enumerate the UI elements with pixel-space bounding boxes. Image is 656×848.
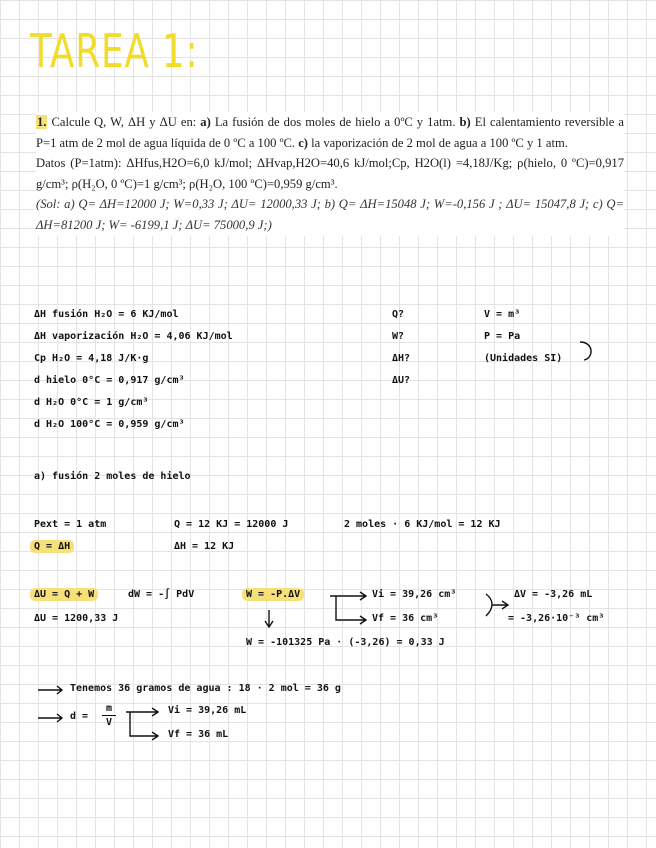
note-dv: ΔV = -3,26 mL — [514, 589, 593, 600]
note-vi-ml: Vi = 39,26 mL — [168, 705, 247, 716]
note-h-value: ΔH = 12 KJ — [174, 541, 235, 552]
curved-arrow-icon — [576, 338, 598, 364]
page-title: TAREA 1: — [30, 24, 199, 78]
fraction-denominator: V — [105, 717, 113, 728]
note-du-value: ΔU = 1200,33 J — [34, 613, 119, 624]
branch-arrow-icon — [124, 706, 164, 742]
unit-pressure: P = Pa — [484, 331, 521, 342]
note-vf-ml: Vf = 36 mL — [168, 729, 229, 740]
note-dv-converted: = -3,26·10⁻³ cm³ — [508, 613, 605, 624]
down-arrow-icon — [262, 608, 276, 630]
unit-si: (Unidades SI) — [484, 353, 563, 364]
unknown-w: W? — [392, 331, 405, 342]
unit-volume: V = m³ — [484, 309, 521, 320]
note-w-equation: W = -P.ΔV — [242, 588, 304, 602]
note-q-value: Q = 12 KJ = 12000 J — [174, 519, 289, 530]
unknown-u: ΔU? — [392, 375, 411, 386]
fraction-numerator: m — [102, 703, 116, 716]
part-a-heading: a) fusión 2 moles de hielo — [34, 471, 191, 482]
note-density-water-100: d H₂O 100°C = 0,959 g/cm³ — [34, 419, 185, 430]
note-dh-vaporization: ΔH vaporización H₂O = 4,06 KJ/mol — [34, 331, 233, 342]
problem-question: 1. Calcule Q, W, ΔH y ΔU en: a) La fusión de dos moles de hielo a 0ºC y 1atm. b) El calentamiento reversible a P=1 atm de 2 mol de agua líquida de 0 ºC a 100 ºC. c) la vaporización de 2 mol de agua a 100 ºC y 1 atm. — [36, 115, 624, 150]
note-dh-fusion: ΔH fusión H₂O = 6 KJ/mol — [34, 309, 179, 320]
branch-arrow-icon — [328, 590, 372, 628]
note-cp: Cp H₂O = 4,18 J/K·g — [34, 353, 149, 364]
note-density-ice: d hielo 0°C = 0,917 g/cm³ — [34, 375, 185, 386]
right-arrow-icon — [36, 712, 66, 724]
note-q-equals-h: Q = ΔH — [30, 540, 74, 554]
problem-number: 1. — [37, 115, 47, 129]
note-du-equation: ΔU = Q + W — [30, 588, 98, 602]
note-grams: Tenemos 36 gramos de agua : 18 · 2 mol = 36 g — [70, 683, 341, 694]
note-dw-integral: dW = -∫ PdV — [128, 589, 195, 600]
unknown-q: Q? — [392, 309, 405, 320]
note-moles-calc: 2 moles · 6 KJ/mol = 12 KJ — [344, 519, 501, 530]
note-density-water-0: d H₂O 0°C = 1 g/cm³ — [34, 397, 149, 408]
note-density-eq: d = — [70, 711, 89, 722]
note-w-calc: W = -101325 Pa · (-3,26) = 0,33 J — [246, 637, 445, 648]
note-pext: Pext = 1 atm — [34, 519, 107, 530]
note-vf: Vf = 36 cm³ — [372, 613, 439, 624]
problem-solution: (Sol: a) Q= ΔH=12000 J; W=0,33 J; ΔU= 12000,33 J; b) Q= ΔH=15048 J; W=-0,156 J ; ΔU= 15047,8 J; c) Q= ΔH=81200 J; W= -6199,1 J; ΔU= 75000,9 J;) — [36, 197, 624, 232]
note-vi: Vi = 39,26 cm³ — [372, 589, 457, 600]
problem-data: Datos (P=1atm): ΔHfus,H2O=6,0 kJ/mol; ΔHvap,H2O=40,6 kJ/mol;Cp, H2O(l) =4,18J/Kg; ρ(hielo, 0 ºC)=0,917 g/cm³; ρ(H₂O, 0 ºC)=1 g/cm³; ρ(H₂O, 100 ºC)=0,959 g/cm³. — [36, 156, 624, 191]
right-arrow-icon — [36, 684, 66, 696]
problem-statement — [36, 112, 624, 236]
unknown-h: ΔH? — [392, 353, 411, 364]
